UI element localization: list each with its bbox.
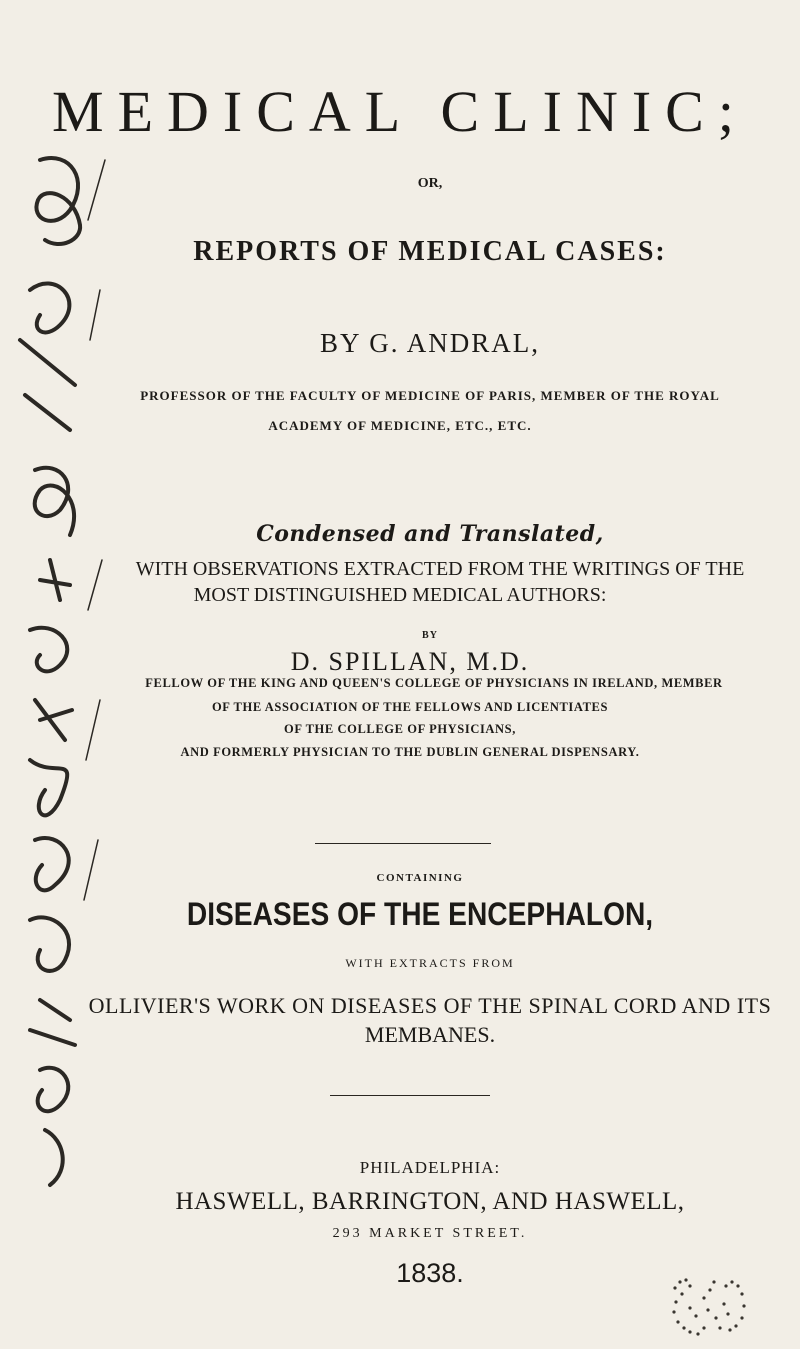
with-extracts-label: WITH EXTRACTS FROM — [345, 956, 515, 970]
book-subtitle: REPORTS OF MEDICAL CASES: — [193, 236, 667, 267]
observations-line-2: MOST DISTINGUISHED MEDICAL AUTHORS: — [193, 584, 607, 606]
translator-credentials-line-1: FELLOW OF THE KING AND QUEEN'S COLLEGE OF PHYSICIANS IN IRELAND, MEMBER — [145, 676, 723, 690]
extracts-source-line-2: MEMBANES. — [364, 1022, 496, 1047]
translator-credentials-line-4: AND FORMERLY PHYSICIAN TO THE DUBLIN GENERAL DISPENSARY. — [180, 745, 640, 759]
containing-label: CONTAINING — [376, 872, 464, 884]
extracts-source-line-1: OLLIVIER'S WORK ON DISEASES OF THE SPINAL CORD AND ITS — [88, 993, 772, 1018]
publication-place: PHILADELPHIA: — [359, 1158, 501, 1177]
author-credentials-line-1: PROFESSOR OF THE FACULTY OF MEDICINE OF PARIS, MEMBER OF THE ROYAL — [140, 388, 720, 403]
volume-subject: DISEASES OF THE ENCEPHALON, — [186, 896, 654, 932]
library-stamp-icon — [660, 1268, 760, 1348]
by-label: BY — [422, 630, 438, 641]
handwritten-signature — [0, 140, 110, 1200]
divider-rule-bottom — [330, 1095, 490, 1096]
translator-name: D. SPILLAN, M.D. — [290, 647, 530, 676]
or-label: OR, — [417, 176, 443, 191]
translator-credentials-line-2: OF THE ASSOCIATION OF THE FELLOWS AND LICENTIATES — [211, 700, 609, 714]
translator-credentials-line-3: OF THE COLLEGE OF PHYSICIANS, — [284, 722, 516, 736]
author-line: BY G. ANDRAL, — [319, 328, 540, 358]
book-title: MEDICAL CLINIC; — [52, 79, 748, 144]
observations-line-1: WITH OBSERVATIONS EXTRACTED FROM THE WRITINGS OF THE — [135, 558, 745, 580]
publisher-name: HASWELL, BARRINGTON, AND HASWELL, — [175, 1188, 685, 1215]
publisher-address: 293 MARKET STREET. — [332, 1226, 528, 1241]
publication-year: 1838. — [396, 1258, 464, 1288]
author-credentials-line-2: ACADEMY OF MEDICINE, ETC., ETC. — [268, 418, 532, 433]
condensed-translated-line: Condensed and Translated, — [256, 521, 604, 547]
divider-rule-top — [315, 843, 491, 844]
